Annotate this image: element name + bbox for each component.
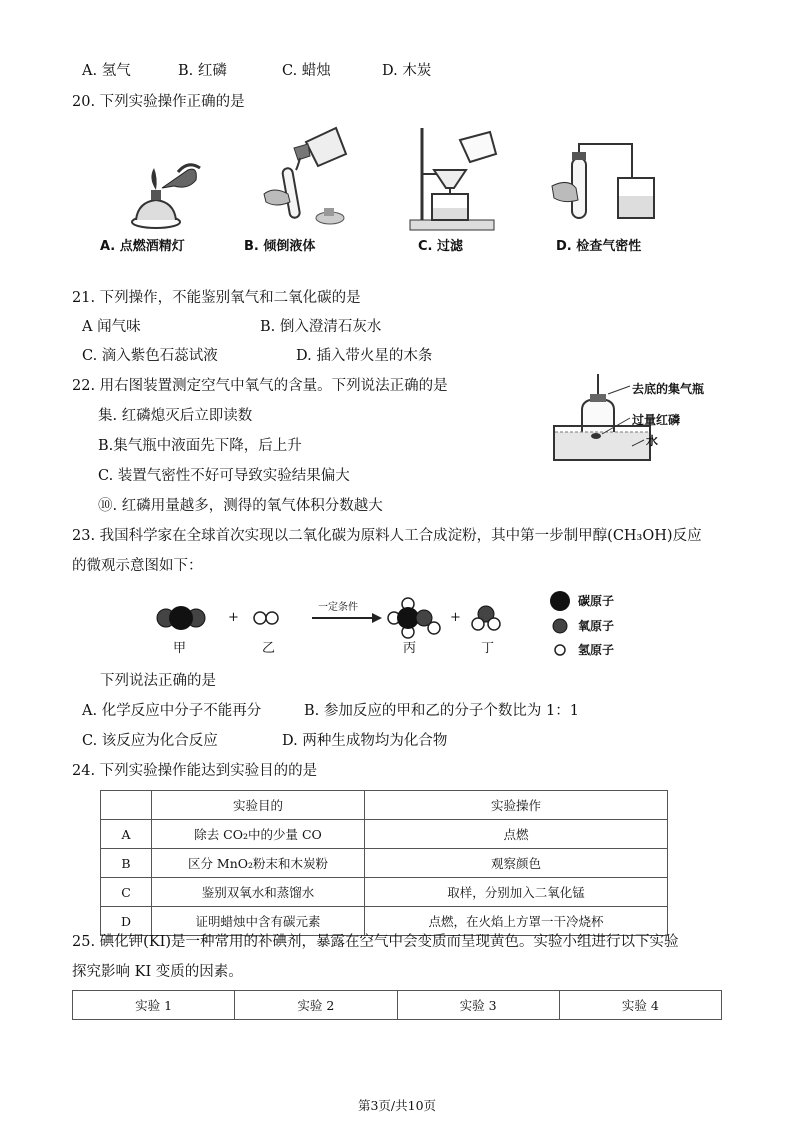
- table-cell: 点燃，在火焰上方罩一干冷烧杯: [365, 907, 668, 936]
- q20-caption-a: A. 点燃酒精灯: [100, 239, 185, 254]
- table-header-cell: 实验 2: [235, 991, 397, 1020]
- q22-option-c: C. 装置气密性不好可导致实验结果偏大: [98, 468, 350, 484]
- q19-option-d: D. 木炭: [382, 63, 432, 79]
- q21-option-b: B. 倒入澄清石灰水: [260, 319, 382, 335]
- q23-option-a: A. 化学反应中分子不能再分: [82, 703, 262, 719]
- table-row: [73, 991, 722, 1020]
- table-row: [101, 849, 668, 878]
- q25-stem-line1: 25. 碘化钾(KI)是一种常用的补碘剂，暴露在空气中会变质而呈现黄色。实验小组进行以下实验: [72, 934, 679, 950]
- q20-caption-d: D. 检查气密性: [556, 239, 642, 254]
- q23-option-c: C. 该反应为化合反应: [82, 733, 218, 749]
- q22-stem: 22. 用右图装置测定空气中氧气的含量。下列说法正确的是: [72, 378, 448, 394]
- table-cell: 点燃: [365, 820, 668, 849]
- table-cell: 证明蜡烛中含有碳元素: [152, 907, 365, 936]
- q19-option-b: B. 红磷: [178, 63, 227, 79]
- q23-arrow-label: 一定条件: [318, 602, 358, 613]
- q24-stem: 24. 下列实验操作能达到实验目的的是: [72, 763, 318, 779]
- q20-stem: 20. 下列实验操作正确的是: [72, 94, 245, 110]
- q23-stem-line2: 的微观示意图如下：: [72, 558, 203, 574]
- q23-species-ding: 丁: [481, 641, 495, 656]
- table-header-cell: 实验目的: [152, 791, 365, 820]
- q20-caption-b: B. 倾倒液体: [244, 239, 316, 254]
- q20-caption-c: C. 过滤: [418, 239, 464, 254]
- table-header-cell: 实验 1: [73, 991, 235, 1020]
- q21-stem: 21. 下列操作，不能鉴别氧气和二氧化碳的是: [72, 290, 361, 306]
- table-cell: 取样，分别加入二氧化锰: [365, 878, 668, 907]
- q22-label-red-phosphorus: 过量红磷: [632, 413, 681, 427]
- table-cell: D: [101, 907, 152, 936]
- q23-prompt: 下列说法正确的是: [100, 673, 216, 689]
- q23-option-b: B. 参加反应的甲和乙的分子个数比为 1：1: [304, 703, 579, 719]
- q23-species-jia: 甲: [173, 641, 187, 656]
- q19-option-c: C. 蜡烛: [282, 63, 331, 79]
- table-cell: 区分 MnO₂粉末和木炭粉: [152, 849, 365, 878]
- q23-legend-symbols: [548, 590, 572, 660]
- table-cell: 除去 CO₂中的少量 CO: [152, 820, 365, 849]
- q23-stem-line1: 23. 我国科学家在全球首次实现以二氧化碳为原料人工合成淀粉，其中第一步制甲醇(CH₃OH)反应: [72, 528, 702, 544]
- table-row: [101, 907, 668, 936]
- table-row: [101, 820, 668, 849]
- table-header-cell: 实验 3: [397, 991, 559, 1020]
- table-header-cell: [101, 791, 152, 820]
- q22-label-water: 水: [646, 434, 659, 448]
- table-cell: 观察颜色: [365, 849, 668, 878]
- table-row: [101, 791, 668, 820]
- q23-plus-1: +: [228, 610, 239, 625]
- q22-option-b: B.集气瓶中液面先下降，后上升: [98, 438, 302, 454]
- q20-figure-d-airtightness-check: [548, 138, 668, 236]
- table-header-cell: 实验 4: [559, 991, 721, 1020]
- q21-option-d: D. 插入带火星的木条: [296, 348, 433, 364]
- q22-option-a: 集. 红磷熄灭后立即读数: [98, 408, 253, 424]
- table-cell: 鉴别双氧水和蒸馏水: [152, 878, 365, 907]
- q22-label-bottle: 去底的集气瓶: [632, 382, 705, 396]
- q23-plus-2: +: [450, 610, 461, 625]
- table-cell: C: [101, 878, 152, 907]
- page-footer: 第3页/共10页: [357, 1098, 437, 1113]
- table-header-cell: 实验操作: [365, 791, 668, 820]
- q21-option-a: A 闻气味: [82, 319, 141, 335]
- q19-option-a: A. 氢气: [82, 63, 131, 79]
- q25-stem-line2: 探究影响 KI 变质的因素。: [72, 964, 243, 980]
- table-cell: A: [101, 820, 152, 849]
- q22-option-d: ⑩. 红磷用量越多，测得的氧气体积分数越大: [98, 498, 383, 514]
- q24-table: [100, 790, 668, 936]
- table-row: [101, 878, 668, 907]
- q23-option-d: D. 两种生成物均为化合物: [282, 733, 448, 749]
- table-cell: B: [101, 849, 152, 878]
- q23-legend-carbon: 碳原子: [578, 594, 615, 608]
- q20-figure-a-lighting-alcohol-lamp: [118, 150, 208, 235]
- q20-figure-b-pouring-liquid: [244, 122, 354, 232]
- q23-species-yi: 乙: [262, 641, 276, 656]
- q25-table: [72, 990, 722, 1020]
- q23-legend-oxygen: 氧原子: [578, 619, 615, 633]
- q23-legend-hydrogen: 氢原子: [578, 643, 615, 657]
- q21-option-c: C. 滴入紫色石蕊试液: [82, 348, 218, 364]
- q23-species-bing: 丙: [403, 641, 417, 656]
- q20-figure-c-filtration: [404, 124, 504, 236]
